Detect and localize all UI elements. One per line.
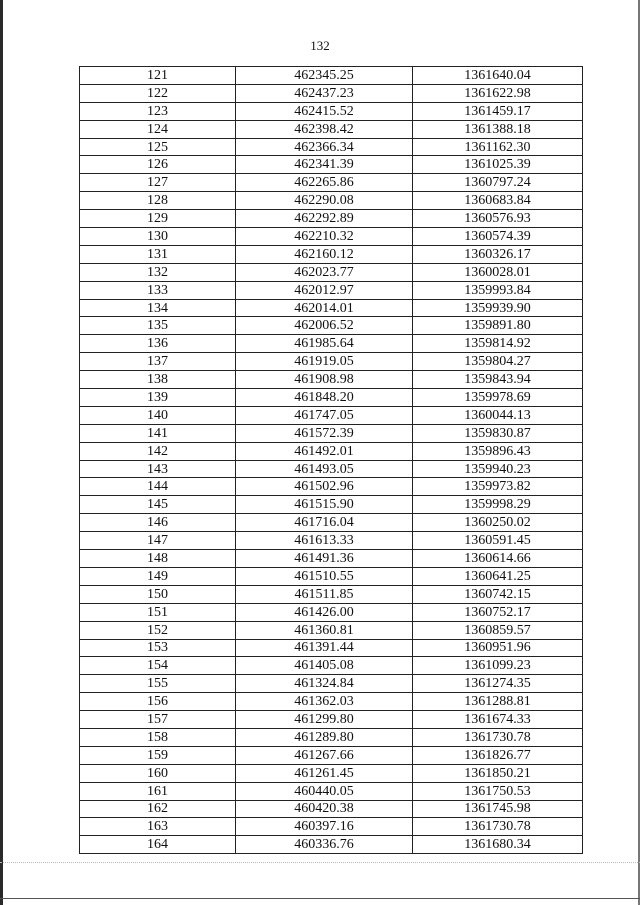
- x-coordinate-cell: 461405.08: [236, 657, 413, 675]
- table-row: [80, 299, 583, 317]
- x-coordinate-cell: 461848.20: [236, 389, 413, 407]
- y-coordinate-cell: 1361025.39: [413, 156, 583, 174]
- point-number-cell: 163: [80, 818, 236, 836]
- x-coordinate-cell: 461261.45: [236, 764, 413, 782]
- y-coordinate-cell: 1361750.53: [413, 782, 583, 800]
- x-coordinate-cell: 461491.36: [236, 550, 413, 568]
- point-number-cell: 137: [80, 353, 236, 371]
- x-coordinate-cell: 462292.89: [236, 210, 413, 228]
- table-row: [80, 532, 583, 550]
- y-coordinate-cell: 1359843.94: [413, 371, 583, 389]
- x-coordinate-cell: 461613.33: [236, 532, 413, 550]
- table-row: [80, 156, 583, 174]
- point-number-cell: 150: [80, 585, 236, 603]
- x-coordinate-cell: 461289.80: [236, 728, 413, 746]
- y-coordinate-cell: 1361850.21: [413, 764, 583, 782]
- point-number-cell: 138: [80, 371, 236, 389]
- table-row: [80, 603, 583, 621]
- x-coordinate-cell: 460420.38: [236, 800, 413, 818]
- table-row: [80, 317, 583, 335]
- point-number-cell: 122: [80, 84, 236, 102]
- x-coordinate-cell: 461426.00: [236, 603, 413, 621]
- table-row: [80, 675, 583, 693]
- point-number-cell: 162: [80, 800, 236, 818]
- point-number-cell: 136: [80, 335, 236, 353]
- point-number-cell: 146: [80, 514, 236, 532]
- point-number-cell: 147: [80, 532, 236, 550]
- point-number-cell: 153: [80, 639, 236, 657]
- x-coordinate-cell: 462437.23: [236, 84, 413, 102]
- table-row: [80, 567, 583, 585]
- y-coordinate-cell: 1360859.57: [413, 621, 583, 639]
- y-coordinate-cell: 1361099.23: [413, 657, 583, 675]
- y-coordinate-cell: 1359998.29: [413, 496, 583, 514]
- y-coordinate-cell: 1361730.78: [413, 728, 583, 746]
- table-row: [80, 353, 583, 371]
- y-coordinate-cell: 1360683.84: [413, 192, 583, 210]
- point-number-cell: 139: [80, 389, 236, 407]
- table-row: [80, 800, 583, 818]
- point-number-cell: 126: [80, 156, 236, 174]
- x-coordinate-cell: 462160.12: [236, 245, 413, 263]
- point-number-cell: 131: [80, 245, 236, 263]
- x-coordinate-cell: 462014.01: [236, 299, 413, 317]
- table-row: [80, 67, 583, 85]
- point-number-cell: 130: [80, 228, 236, 246]
- x-coordinate-cell: 461492.01: [236, 442, 413, 460]
- y-coordinate-cell: 1359993.84: [413, 281, 583, 299]
- y-coordinate-cell: 1361162.30: [413, 138, 583, 156]
- table-row: [80, 728, 583, 746]
- x-coordinate-cell: 462012.97: [236, 281, 413, 299]
- y-coordinate-cell: 1360752.17: [413, 603, 583, 621]
- y-coordinate-cell: 1360028.01: [413, 263, 583, 281]
- table-row: [80, 639, 583, 657]
- y-coordinate-cell: 1361274.35: [413, 675, 583, 693]
- table-row: [80, 84, 583, 102]
- y-coordinate-cell: 1360044.13: [413, 406, 583, 424]
- x-coordinate-cell: 462415.52: [236, 102, 413, 120]
- scan-noise-line: [0, 862, 640, 864]
- y-coordinate-cell: 1359973.82: [413, 478, 583, 496]
- table-row: [80, 782, 583, 800]
- table-row: [80, 818, 583, 836]
- x-coordinate-cell: 461747.05: [236, 406, 413, 424]
- x-coordinate-cell: 462210.32: [236, 228, 413, 246]
- x-coordinate-cell: 461919.05: [236, 353, 413, 371]
- x-coordinate-cell: 461360.81: [236, 621, 413, 639]
- coordinate-table-body: [80, 67, 583, 854]
- point-number-cell: 142: [80, 442, 236, 460]
- point-number-cell: 144: [80, 478, 236, 496]
- x-coordinate-cell: 461324.84: [236, 675, 413, 693]
- point-number-cell: 132: [80, 263, 236, 281]
- point-number-cell: 127: [80, 174, 236, 192]
- table-row: [80, 693, 583, 711]
- table-row: [80, 174, 583, 192]
- point-number-cell: 151: [80, 603, 236, 621]
- y-coordinate-cell: 1360574.39: [413, 228, 583, 246]
- table-row: [80, 281, 583, 299]
- point-number-cell: 148: [80, 550, 236, 568]
- y-coordinate-cell: 1359804.27: [413, 353, 583, 371]
- y-coordinate-cell: 1360641.25: [413, 567, 583, 585]
- y-coordinate-cell: 1361459.17: [413, 102, 583, 120]
- table-row: [80, 228, 583, 246]
- y-coordinate-cell: 1361622.98: [413, 84, 583, 102]
- y-coordinate-cell: 1360576.93: [413, 210, 583, 228]
- point-number-cell: 124: [80, 120, 236, 138]
- point-number-cell: 152: [80, 621, 236, 639]
- x-coordinate-cell: 461493.05: [236, 460, 413, 478]
- table-row: [80, 102, 583, 120]
- y-coordinate-cell: 1361640.04: [413, 67, 583, 85]
- table-row: [80, 210, 583, 228]
- table-row: [80, 514, 583, 532]
- x-coordinate-cell: 461502.96: [236, 478, 413, 496]
- y-coordinate-cell: 1361730.78: [413, 818, 583, 836]
- table-row: [80, 424, 583, 442]
- table-row: [80, 263, 583, 281]
- table-row: [80, 621, 583, 639]
- point-number-cell: 157: [80, 711, 236, 729]
- point-number-cell: 141: [80, 424, 236, 442]
- x-coordinate-cell: 461515.90: [236, 496, 413, 514]
- point-number-cell: 140: [80, 406, 236, 424]
- y-coordinate-cell: 1359830.87: [413, 424, 583, 442]
- point-number-cell: 158: [80, 728, 236, 746]
- x-coordinate-cell: 461510.55: [236, 567, 413, 585]
- table-row: [80, 764, 583, 782]
- table-row: [80, 478, 583, 496]
- y-coordinate-cell: 1360951.96: [413, 639, 583, 657]
- x-coordinate-cell: 462341.39: [236, 156, 413, 174]
- x-coordinate-cell: 462345.25: [236, 67, 413, 85]
- x-coordinate-cell: 460397.16: [236, 818, 413, 836]
- x-coordinate-cell: 462398.42: [236, 120, 413, 138]
- point-number-cell: 164: [80, 836, 236, 854]
- table-row: [80, 389, 583, 407]
- x-coordinate-cell: 461985.64: [236, 335, 413, 353]
- point-number-cell: 121: [80, 67, 236, 85]
- table-row: [80, 192, 583, 210]
- point-number-cell: 161: [80, 782, 236, 800]
- table-row: [80, 657, 583, 675]
- point-number-cell: 135: [80, 317, 236, 335]
- point-number-cell: 155: [80, 675, 236, 693]
- x-coordinate-cell: 462366.34: [236, 138, 413, 156]
- y-coordinate-cell: 1361674.33: [413, 711, 583, 729]
- table-row: [80, 245, 583, 263]
- point-number-cell: 134: [80, 299, 236, 317]
- point-number-cell: 133: [80, 281, 236, 299]
- y-coordinate-cell: 1359940.23: [413, 460, 583, 478]
- point-number-cell: 154: [80, 657, 236, 675]
- page-number: 132: [310, 38, 330, 53]
- coordinate-table: [79, 66, 583, 854]
- x-coordinate-cell: 460336.76: [236, 836, 413, 854]
- point-number-cell: 149: [80, 567, 236, 585]
- y-coordinate-cell: 1360742.15: [413, 585, 583, 603]
- x-coordinate-cell: 461362.03: [236, 693, 413, 711]
- x-coordinate-cell: 462290.08: [236, 192, 413, 210]
- y-coordinate-cell: 1359939.90: [413, 299, 583, 317]
- y-coordinate-cell: 1359891.80: [413, 317, 583, 335]
- y-coordinate-cell: 1361826.77: [413, 746, 583, 764]
- y-coordinate-cell: 1360591.45: [413, 532, 583, 550]
- x-coordinate-cell: 460440.05: [236, 782, 413, 800]
- x-coordinate-cell: 462006.52: [236, 317, 413, 335]
- bottom-rule: [0, 898, 640, 899]
- point-number-cell: 125: [80, 138, 236, 156]
- y-coordinate-cell: 1360326.17: [413, 245, 583, 263]
- y-coordinate-cell: 1361745.98: [413, 800, 583, 818]
- y-coordinate-cell: 1359896.43: [413, 442, 583, 460]
- y-coordinate-cell: 1359978.69: [413, 389, 583, 407]
- x-coordinate-cell: 462023.77: [236, 263, 413, 281]
- x-coordinate-cell: 461716.04: [236, 514, 413, 532]
- table-row: [80, 460, 583, 478]
- y-coordinate-cell: 1359814.92: [413, 335, 583, 353]
- y-coordinate-cell: 1361388.18: [413, 120, 583, 138]
- x-coordinate-cell: 461572.39: [236, 424, 413, 442]
- x-coordinate-cell: 462265.86: [236, 174, 413, 192]
- table-row: [80, 746, 583, 764]
- point-number-cell: 159: [80, 746, 236, 764]
- table-row: [80, 442, 583, 460]
- y-coordinate-cell: 1361288.81: [413, 693, 583, 711]
- scan-edge-left: [0, 0, 3, 905]
- table-row: [80, 120, 583, 138]
- point-number-cell: 128: [80, 192, 236, 210]
- point-number-cell: 156: [80, 693, 236, 711]
- table-row: [80, 371, 583, 389]
- y-coordinate-cell: 1360797.24: [413, 174, 583, 192]
- table-row: [80, 138, 583, 156]
- point-number-cell: 123: [80, 102, 236, 120]
- point-number-cell: 160: [80, 764, 236, 782]
- point-number-cell: 145: [80, 496, 236, 514]
- y-coordinate-cell: 1360250.02: [413, 514, 583, 532]
- point-number-cell: 129: [80, 210, 236, 228]
- y-coordinate-cell: 1361680.34: [413, 836, 583, 854]
- table-row: [80, 496, 583, 514]
- table-row: [80, 585, 583, 603]
- table-row: [80, 711, 583, 729]
- x-coordinate-cell: 461391.44: [236, 639, 413, 657]
- table-row: [80, 550, 583, 568]
- x-coordinate-cell: 461267.66: [236, 746, 413, 764]
- y-coordinate-cell: 1360614.66: [413, 550, 583, 568]
- table-row: [80, 836, 583, 854]
- table-row: [80, 406, 583, 424]
- x-coordinate-cell: 461908.98: [236, 371, 413, 389]
- point-number-cell: 143: [80, 460, 236, 478]
- table-row: [80, 335, 583, 353]
- x-coordinate-cell: 461511.85: [236, 585, 413, 603]
- x-coordinate-cell: 461299.80: [236, 711, 413, 729]
